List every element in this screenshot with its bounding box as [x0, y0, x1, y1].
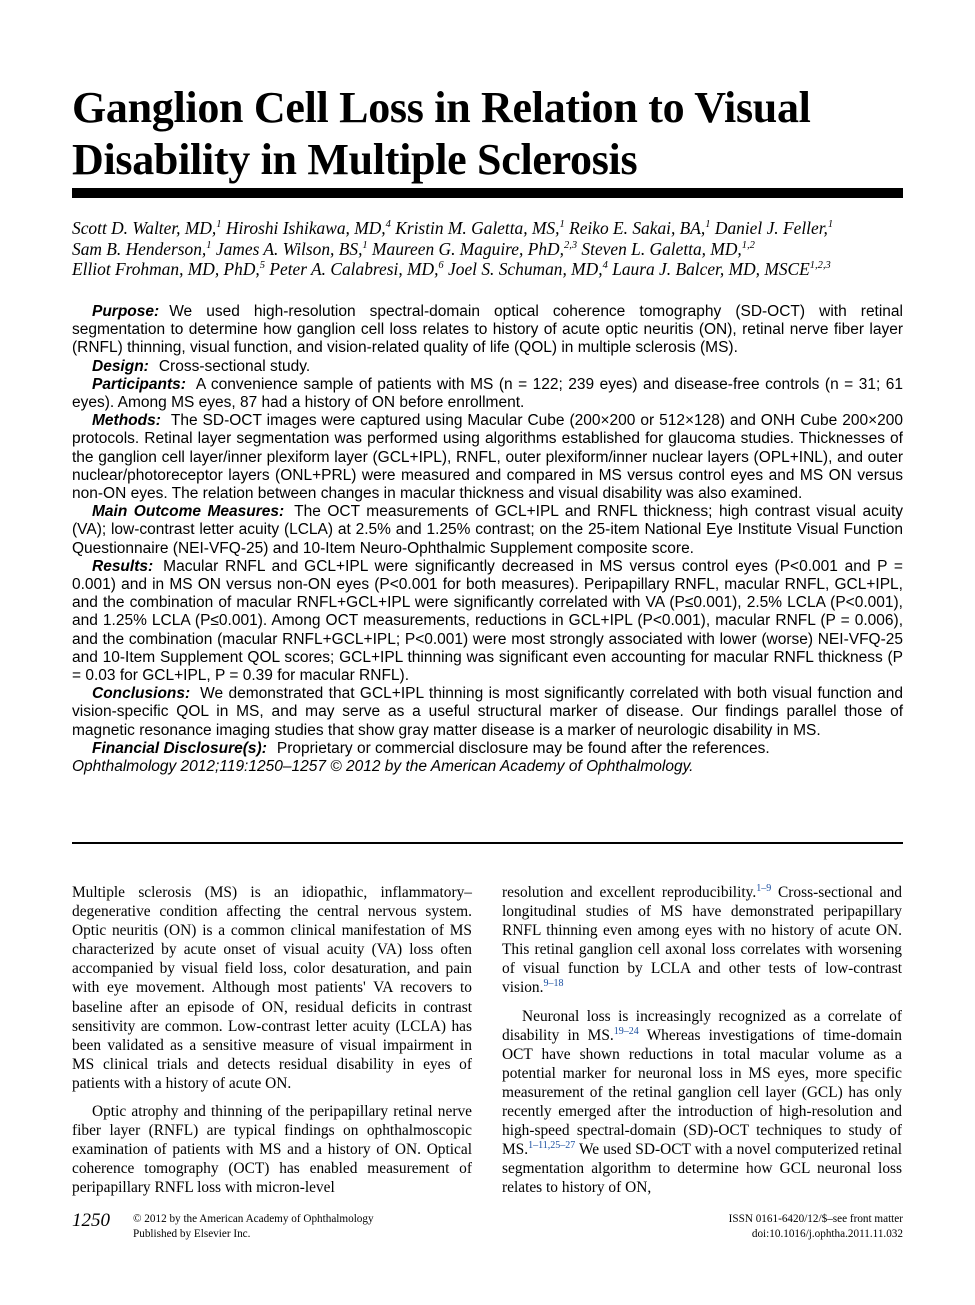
- body-paragraph: resolution and excellent reproducibility.$^{1-9}$ Cross-sectional and longitudinal studies of MS have demonstrated peripapillary RNFL thinning even among eyes with no history of acute ON. This retinal ganglion cell axonal loss correlates with worsening of visual function by LCLA and other tests of low-contrast vision.$^{9-18}$: [502, 883, 902, 997]
- author: Hiroshi Ishikawa, MD,$^4$: [225, 218, 391, 238]
- abstract-outcomes: Main Outcome Measures: The OCT measurements of GCL+IPL and RNFL thickness; high contrast visual acuity (VA); low-contrast letter acuity (LCLA) at 2.5% and 1.25% contrast; on the 25-item National Eye Institute Visual Function Questionnaire (NEI-VFQ-25) and 10-Item Neuro-Ophthalmic Supplement composite score.: [72, 503, 903, 557]
- article-title: Ganglion Cell Loss in Relation to Visual Disability in Multiple Sclerosis: [72, 83, 811, 184]
- copyright-notice: © 2012 by the American Academy of Ophthalmology Published by Elsevier Inc.: [133, 1213, 374, 1240]
- abstract: [72, 303, 903, 776]
- abstract-disclosure: Financial Disclosure(s): Proprietary or commercial disclosure may be found after the references.: [92, 739, 770, 757]
- abstract-methods: Methods: The SD-OCT images were captured using Macular Cube (200×200 or 512×128) and ONH Cube 200×200 protocols. Retinal layer segmentation was performed using algorithms established for glaucoma studies. Thicknesses of the ganglion cell layer/inner plexiform layer (GCL+IPL), RNFL, outer plexiform/inner nuclear layers (OPL+INL), and outer nuclear/photoreceptor layers (ONL+PRL) were measured and compared in MS versus control eyes and MS ON versus non-ON eyes. The relation between changes in macular thickness and visual disability was also examined.: [72, 412, 903, 503]
- author: Laura J. Balcer, MD, MSCE$^{1,2,3}$: [612, 259, 831, 279]
- reference-link[interactable]: 19–24: [613, 1025, 639, 1037]
- author: Steven L. Galetta, MD,$^{1,2}$: [581, 238, 755, 259]
- doi[interactable]: doi:10.1016/j.ophtha.2011.11.032: [751, 1228, 903, 1240]
- abstract-design: Design: Cross-sectional study.: [92, 357, 311, 375]
- reference-link[interactable]: 9–18: [543, 978, 564, 990]
- author: James A. Wilson, BS,$^1$: [215, 238, 368, 259]
- author: Joel S. Schuman, MD,$^4$: [448, 259, 608, 279]
- author: Maureen G. Maguire, PhD,$^{2,3}$: [372, 238, 578, 259]
- issn: ISSN 0161-6420/12/$–see front matter: [728, 1213, 903, 1225]
- author: Peter A. Calabresi, MD,$^6$: [269, 259, 444, 279]
- body-paragraph: Optic atrophy and thinning of the peripapillary retinal nerve fiber layer (RNFL) are typical findings on ophthalmoscopic examination of patients with MS and a history of ON. Optical coherence tomography (OCT) has enabled measurement of peripapillary RNFL loss with micron-level: [72, 1103, 472, 1197]
- reference-link[interactable]: 1–9: [756, 883, 772, 894]
- author: Scott D. Walter, MD,$^1$: [72, 218, 222, 238]
- abstract-participants: Participants: A convenience sample of patients with MS (n = 122; 239 eyes) and disease-free controls (n = 31; 61 eyes). Among MS eyes, 87 had a history of ON before enrollment.: [72, 375, 903, 412]
- issn-doi: [729, 1212, 903, 1242]
- abstract-results: Results: Macular RNFL and GCL+IPL were significantly decreased in MS versus control eyes (P<0.001 and P = 0.001) and in MS ON versus non-ON eyes (P<0.001 for both measures). Peripapillary RNFL, macular RNFL, GCL+IPL, and the combination of macular RNFL+GCL+IPL were significantly correlated with VA (P≤0.001), 2.5% LCLA (P<0.001), and 1.25% LCLA (P≤0.001). Among OCT measurements, reductions in GCL+IPL (P<0.001), macular RNFL (P = 0.006), and the combination (macular RNFL+GCL+IPL; P<0.001) were most strongly associated with lower (worse) NEI-VFQ-25 and 10-Item Supplement QOL scores; GCL+IPL thinning was significant even accounting for macular RNFL thickness (P = 0.03 for GCL+IPL, P = 0.39 for macular RNFL).: [72, 557, 903, 685]
- author: Elliot Frohman, MD, PhD,$^5$: [72, 259, 265, 279]
- author-list: [72, 218, 903, 280]
- title-rule: [72, 188, 903, 198]
- abstract-citation: Ophthalmology 2012;119:1250–1257 © 2012 by the American Academy of Ophthalmology.: [72, 758, 694, 776]
- reference-link[interactable]: 1–11,25–27: [528, 1140, 576, 1152]
- body-column-left: [72, 883, 472, 1198]
- author: Kristin M. Galetta, MS,$^1$: [395, 218, 565, 238]
- body-column-right: [502, 883, 902, 1198]
- body-paragraph: Neuronal loss is increasingly recognized as a correlate of disability in MS.$^{19-24}$ Whereas investigations of time-domain OCT have shown reductions in total macular volume as a potential marker for neuronal loss in MS eyes, more specific measurement of the retinal ganglion cell layer (GCL) has only recently emerged after the introduction of high-resolution and high-speed spectral-domain (SD)-OCT techniques to study of MS.$^{1-11,25-27}$ We used SD-OCT with a novel computerized retinal segmentation algorithm to determine how GCL neuronal loss relates to history of ON,: [502, 1007, 903, 1197]
- body-paragraph: Multiple sclerosis (MS) is an idiopathic, inflammatory–degenerative condition affecting the central nervous system. Optic neuritis (ON) is a common clinical manifestation of MS characterized by acute onset of visual acuity (VA) loss often accompanied by visual field loss, color desaturation, and pain with eye movement. Although most patients' VA recovers to baseline after an episode of ON, residual deficits in contrast sensitivity are common. Low-contrast letter acuity (LCLA) has been validated as a sensitive measure of visual impairment in MS clinical trials and detects residual disability in eyes of patients with a history of acute ON.: [72, 884, 472, 1092]
- author: Daniel J. Feller,$^1$: [714, 218, 834, 238]
- abstract-conclusions: Conclusions: We demonstrated that GCL+IPL thinning is most significantly correlated with both visual function and vision-specific QOL in MS, and may serve as a useful structural marker of disease. Our findings parallel those of magnetic resonance imaging studies that show gray matter disease is a marker of neurologic disability in MS.: [72, 685, 903, 739]
- abstract-rule: [72, 842, 903, 844]
- author: Reiko E. Sakai, BA,$^1$: [569, 218, 711, 238]
- author: Sam B. Henderson,$^1$: [72, 238, 212, 259]
- abstract-purpose: Purpose: We used high-resolution spectral-domain optical coherence tomography (SD-OCT) with retinal segmentation to determine how ganglion cell loss relates to history of acute optic neuritis (ON), retinal nerve fiber layer (RNFL) thinning, visual function, and vision-related quality of life (QOL) in multiple sclerosis (MS).: [72, 303, 903, 357]
- page-number: 1250: [72, 1210, 110, 1231]
